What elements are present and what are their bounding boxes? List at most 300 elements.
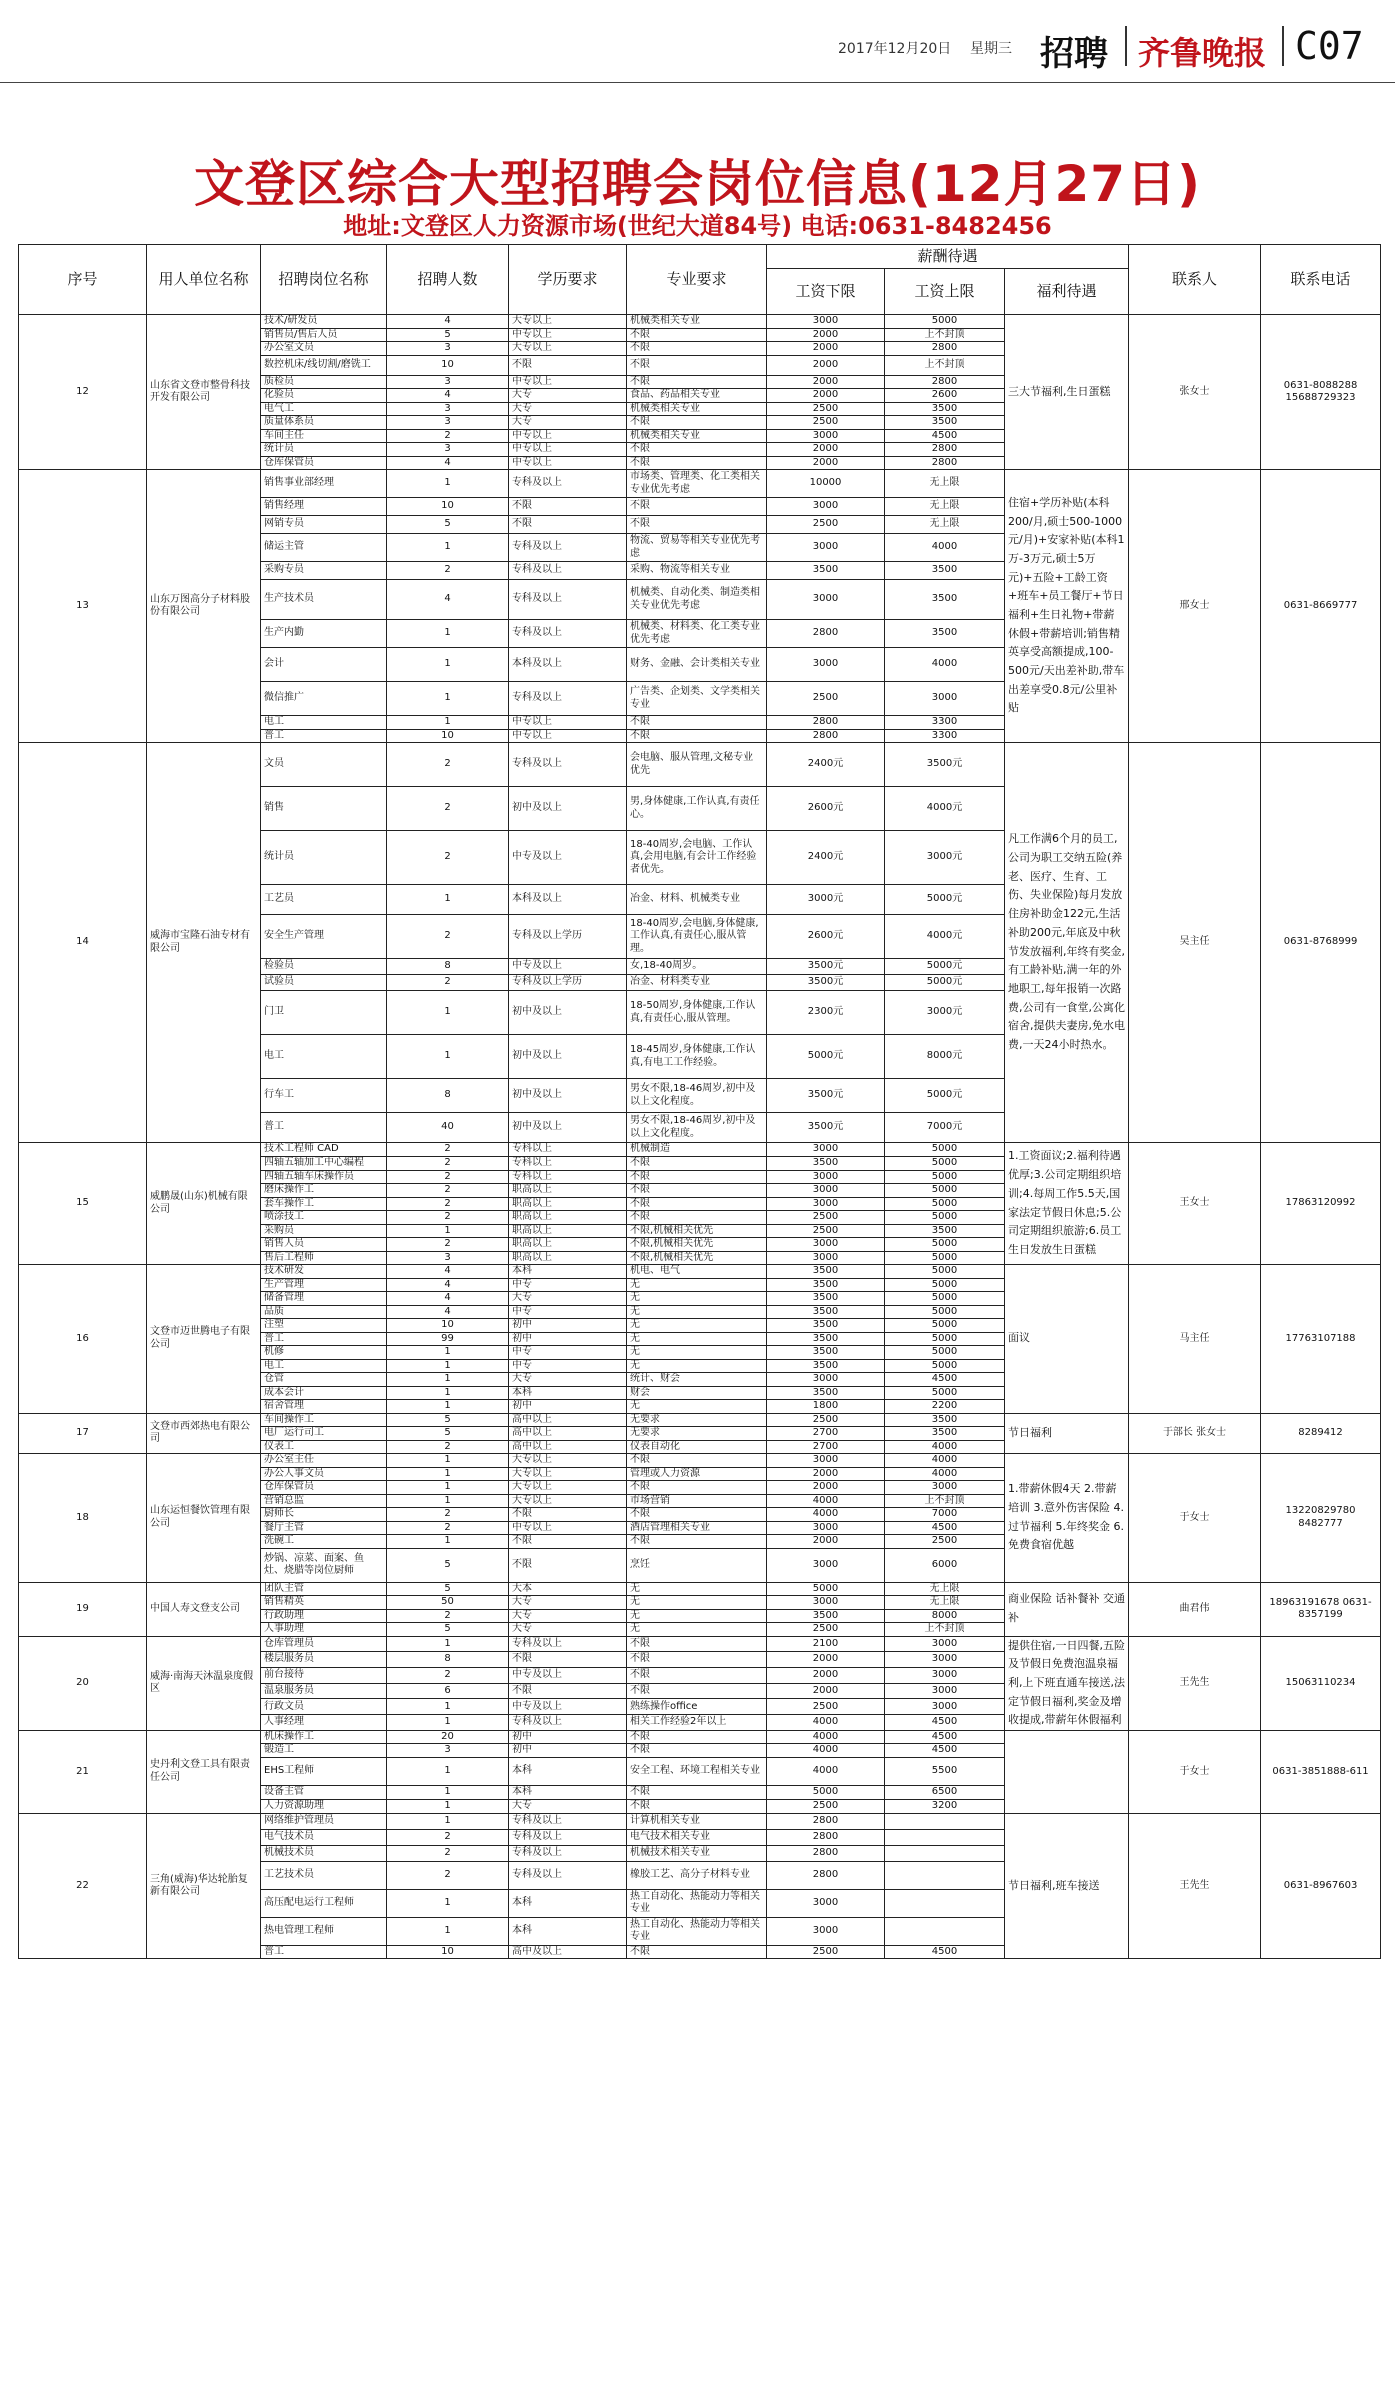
edu-cell: 中专以上: [509, 375, 627, 389]
salary-high-cell: 3500: [885, 620, 1005, 648]
salary-high-cell: 无上限: [885, 498, 1005, 516]
salary-low-cell: 3000: [767, 1197, 885, 1211]
salary-high-cell: 5000: [885, 1211, 1005, 1225]
major-cell: 不限: [627, 1197, 767, 1211]
position-cell: 办公室主任: [261, 1454, 387, 1468]
count-cell: 2: [387, 1211, 509, 1225]
count-cell: 2: [387, 787, 509, 831]
salary-low-cell: 2800: [767, 716, 885, 730]
salary-low-cell: 2500: [767, 1224, 885, 1238]
position-cell: 生产管理: [261, 1278, 387, 1292]
position-cell: 文员: [261, 743, 387, 787]
position-cell: 宿舍管理: [261, 1400, 387, 1414]
position-cell: 仪表工: [261, 1440, 387, 1454]
company-cell: 山东万图高分子材料股份有限公司: [147, 470, 261, 743]
position-cell: 车间主任: [261, 429, 387, 443]
seq-cell: 15: [19, 1143, 147, 1265]
major-cell: 无: [627, 1359, 767, 1373]
major-cell: 统计、财会: [627, 1373, 767, 1387]
salary-high-cell: 5000: [885, 1359, 1005, 1373]
salary-high-cell: 无上限: [885, 516, 1005, 534]
count-cell: 3: [387, 375, 509, 389]
salary-low-cell: 3500: [767, 1346, 885, 1360]
position-cell: 试验员: [261, 975, 387, 991]
major-cell: 电气技术相关专业: [627, 1829, 767, 1845]
edu-cell: 高中以上: [509, 1413, 627, 1427]
salary-high-cell: 7000元: [885, 1113, 1005, 1143]
salary-low-cell: 3000: [767, 1454, 885, 1468]
salary-high-cell: 5000: [885, 1238, 1005, 1252]
major-cell: 不限: [627, 1945, 767, 1959]
salary-low-cell: 3500元: [767, 1079, 885, 1113]
header-count: 招聘人数: [387, 245, 509, 315]
salary-high-cell: 无上限: [885, 1582, 1005, 1596]
contact-cell: 邢女士: [1129, 470, 1261, 743]
phone-cell: 17863120992: [1261, 1143, 1381, 1265]
count-cell: 2: [387, 1861, 509, 1889]
major-cell: 不限: [627, 1481, 767, 1495]
salary-low-cell: 3500: [767, 1609, 885, 1623]
salary-high-cell: 上不封顶: [885, 355, 1005, 375]
major-cell: 不限: [627, 516, 767, 534]
count-cell: 1: [387, 991, 509, 1035]
edu-cell: 大本: [509, 1582, 627, 1596]
edu-cell: 专科及以上学历: [509, 915, 627, 959]
major-cell: 18-50周岁,身体健康,工作认真,有责任心,服从管理。: [627, 991, 767, 1035]
salary-high-cell: 3500: [885, 580, 1005, 620]
salary-high-cell: 3000: [885, 1699, 1005, 1715]
position-cell: 温泉服务员: [261, 1683, 387, 1699]
position-cell: 仓库保管员: [261, 1481, 387, 1495]
position-cell: 销售: [261, 787, 387, 831]
count-cell: 3: [387, 342, 509, 356]
edu-cell: 中专: [509, 1278, 627, 1292]
salary-high-cell: 5000元: [885, 959, 1005, 975]
count-cell: 20: [387, 1730, 509, 1744]
header-major: 专业要求: [627, 245, 767, 315]
count-cell: 10: [387, 498, 509, 516]
edu-cell: 专科及以上: [509, 534, 627, 562]
edu-cell: 大专: [509, 1609, 627, 1623]
major-cell: 冶金、材料、机械类专业: [627, 885, 767, 915]
major-cell: 无: [627, 1346, 767, 1360]
welfare-cell: 提供住宿,一日四餐,五险及节假日免费泡温泉福利,上下班直通车接送,法定节假日福利,奖金及增收提成,带薪年休假福利: [1005, 1636, 1129, 1730]
edu-cell: 高中及以上: [509, 1945, 627, 1959]
salary-low-cell: 5000: [767, 1785, 885, 1799]
position-cell: EHS工程师: [261, 1757, 387, 1785]
edu-cell: 大专以上: [509, 1481, 627, 1495]
edu-cell: 不限: [509, 1548, 627, 1582]
edu-cell: 中专以上: [509, 456, 627, 470]
edu-cell: 职高以上: [509, 1184, 627, 1198]
salary-low-cell: 2500: [767, 1413, 885, 1427]
edu-cell: 职高以上: [509, 1197, 627, 1211]
position-cell: 设备主管: [261, 1785, 387, 1799]
edu-cell: 初中及以上: [509, 991, 627, 1035]
seq-cell: 18: [19, 1454, 147, 1583]
count-cell: 2: [387, 1440, 509, 1454]
salary-low-cell: 2800: [767, 1845, 885, 1861]
major-cell: 无: [627, 1332, 767, 1346]
salary-high-cell: 3000: [885, 1481, 1005, 1495]
salary-low-cell: 2000: [767, 342, 885, 356]
position-cell: 销售员/售后人员: [261, 328, 387, 342]
count-cell: 1: [387, 534, 509, 562]
salary-low-cell: 3500: [767, 562, 885, 580]
salary-high-cell: 5000: [885, 1319, 1005, 1333]
salary-high-cell: 5000: [885, 315, 1005, 329]
position-cell: 品质: [261, 1305, 387, 1319]
count-cell: 2: [387, 1197, 509, 1211]
major-cell: 机械类、自动化类、制造类相关专业优先考虑: [627, 580, 767, 620]
header-seq: 序号: [19, 245, 147, 315]
count-cell: 1: [387, 1535, 509, 1549]
salary-low-cell: 4000: [767, 1508, 885, 1522]
salary-low-cell: 4000: [767, 1744, 885, 1758]
major-cell: 不限: [627, 1683, 767, 1699]
major-cell: 市场类、管理类、化工类相关专业优先考虑: [627, 470, 767, 498]
position-cell: 机械技术员: [261, 1845, 387, 1861]
major-cell: 不限: [627, 1730, 767, 1744]
salary-low-cell: 2500: [767, 1623, 885, 1637]
welfare-cell: 1.带薪休假4天 2.带薪培训 3.意外伤害保险 4.过节福利 5.年终奖金 6.免费食宿优越: [1005, 1454, 1129, 1583]
salary-high-cell: 2800: [885, 342, 1005, 356]
salary-high-cell: 4500: [885, 1945, 1005, 1959]
salary-high-cell: 4500: [885, 1373, 1005, 1387]
count-cell: 1: [387, 1346, 509, 1360]
salary-high-cell: [885, 1845, 1005, 1861]
contact-cell: 于女士: [1129, 1454, 1261, 1583]
count-cell: 1: [387, 1224, 509, 1238]
position-cell: 人力资源助理: [261, 1799, 387, 1813]
salary-low-cell: 2000: [767, 355, 885, 375]
count-cell: 4: [387, 1292, 509, 1306]
seq-cell: 21: [19, 1730, 147, 1813]
edu-cell: 职高以上: [509, 1211, 627, 1225]
welfare-cell: 商业保险 话补餐补 交通补: [1005, 1582, 1129, 1636]
position-cell: 质检员: [261, 375, 387, 389]
edu-cell: 初中: [509, 1319, 627, 1333]
welfare-cell: 面议: [1005, 1265, 1129, 1414]
welfare-cell: 节日福利: [1005, 1413, 1129, 1454]
count-cell: 1: [387, 1813, 509, 1829]
edu-cell: 中专以上: [509, 1521, 627, 1535]
count-cell: 2: [387, 1238, 509, 1252]
company-cell: 山东省文登市整骨科技开发有限公司: [147, 315, 261, 470]
edu-cell: 初中及以上: [509, 1079, 627, 1113]
company-cell: 文登市西郊热电有限公司: [147, 1413, 261, 1454]
major-cell: 不限: [627, 1667, 767, 1683]
salary-low-cell: 3000: [767, 315, 885, 329]
edu-cell: 中专以上: [509, 443, 627, 457]
major-cell: 熟练操作office: [627, 1699, 767, 1715]
count-cell: 2: [387, 1667, 509, 1683]
edu-cell: 专科及以上学历: [509, 975, 627, 991]
seq-cell: 20: [19, 1636, 147, 1730]
major-cell: 无: [627, 1292, 767, 1306]
position-cell: 工艺技术员: [261, 1861, 387, 1889]
major-cell: 不限: [627, 1535, 767, 1549]
edu-cell: 初中: [509, 1744, 627, 1758]
count-cell: 5: [387, 1623, 509, 1637]
salary-high-cell: 4000: [885, 534, 1005, 562]
major-cell: 不限: [627, 1157, 767, 1171]
edu-cell: 不限: [509, 1652, 627, 1668]
salary-high-cell: 3500: [885, 1224, 1005, 1238]
edu-cell: 中专及以上: [509, 1699, 627, 1715]
salary-low-cell: 10000: [767, 470, 885, 498]
count-cell: 2: [387, 1170, 509, 1184]
masthead-rule: [0, 82, 1395, 83]
position-cell: 人事经理: [261, 1715, 387, 1731]
position-cell: 技术研发: [261, 1265, 387, 1279]
company-cell: 文登市迈世腾电子有限公司: [147, 1265, 261, 1414]
salary-low-cell: 5000元: [767, 1035, 885, 1079]
position-cell: 统计员: [261, 443, 387, 457]
edu-cell: 不限: [509, 1683, 627, 1699]
salary-low-cell: 2000: [767, 375, 885, 389]
company-cell: 山东运恒餐饮管理有限公司: [147, 1454, 261, 1583]
position-cell: 高压配电运行工程师: [261, 1889, 387, 1917]
major-cell: 机械类、材料类、化工类专业优先考虑: [627, 620, 767, 648]
salary-high-cell: 8000: [885, 1609, 1005, 1623]
contact-cell: 于部长 张女士: [1129, 1413, 1261, 1454]
phone-cell: 0631-8967603: [1261, 1813, 1381, 1959]
position-cell: 机修: [261, 1346, 387, 1360]
edu-cell: 大专: [509, 416, 627, 430]
edu-cell: 职高以上: [509, 1251, 627, 1265]
count-cell: 8: [387, 959, 509, 975]
salary-low-cell: 3000: [767, 1373, 885, 1387]
position-cell: 生产技术员: [261, 580, 387, 620]
edu-cell: 专科及以上: [509, 743, 627, 787]
salary-low-cell: 3000: [767, 1889, 885, 1917]
count-cell: 8: [387, 1652, 509, 1668]
major-cell: 机械技术相关专业: [627, 1845, 767, 1861]
major-cell: 无: [627, 1609, 767, 1623]
position-cell: 电工: [261, 1359, 387, 1373]
count-cell: 3: [387, 416, 509, 430]
salary-high-cell: 2200: [885, 1400, 1005, 1414]
salary-high-cell: 7000: [885, 1508, 1005, 1522]
edu-cell: 专科及以上: [509, 1636, 627, 1652]
major-cell: 机械类相关专业: [627, 429, 767, 443]
major-cell: 男,身体健康,工作认真,有责任心。: [627, 787, 767, 831]
salary-high-cell: [885, 1889, 1005, 1917]
masthead-divider: [1125, 26, 1127, 66]
major-cell: 财会: [627, 1386, 767, 1400]
salary-high-cell: 5000: [885, 1278, 1005, 1292]
count-cell: 5: [387, 1413, 509, 1427]
count-cell: 6: [387, 1683, 509, 1699]
salary-high-cell: 无上限: [885, 1596, 1005, 1610]
edu-cell: 专科及以上: [509, 682, 627, 716]
position-cell: 销售事业部经理: [261, 470, 387, 498]
salary-low-cell: 2600元: [767, 915, 885, 959]
edu-cell: 中专: [509, 1359, 627, 1373]
position-cell: 厨师长: [261, 1508, 387, 1522]
salary-low-cell: 2700: [767, 1427, 885, 1441]
count-cell: 1: [387, 716, 509, 730]
masthead-date: 2017年12月20日: [838, 41, 952, 57]
edu-cell: 专科以上: [509, 1170, 627, 1184]
salary-high-cell: 3000: [885, 1683, 1005, 1699]
position-cell: 质量体系员: [261, 416, 387, 430]
salary-high-cell: 3500: [885, 402, 1005, 416]
salary-high-cell: 4500: [885, 1715, 1005, 1731]
major-cell: 不限: [627, 1454, 767, 1468]
count-cell: 3: [387, 1744, 509, 1758]
edu-cell: 大专: [509, 1292, 627, 1306]
edu-cell: 本科: [509, 1785, 627, 1799]
salary-high-cell: 6500: [885, 1785, 1005, 1799]
salary-high-cell: 无上限: [885, 470, 1005, 498]
position-cell: 机床操作工: [261, 1730, 387, 1744]
salary-high-cell: 5000: [885, 1292, 1005, 1306]
edu-cell: 大专以上: [509, 1467, 627, 1481]
masthead-section: 招聘: [1040, 34, 1108, 74]
header-company: 用人单位名称: [147, 245, 261, 315]
position-cell: 工艺员: [261, 885, 387, 915]
major-cell: 不限: [627, 1636, 767, 1652]
count-cell: 99: [387, 1332, 509, 1346]
position-cell: 普工: [261, 1332, 387, 1346]
position-cell: 洗碗工: [261, 1535, 387, 1549]
welfare-cell: [1005, 1730, 1129, 1813]
position-cell: 前台接待: [261, 1667, 387, 1683]
major-cell: 18-40周岁,会电脑、工作认真,会用电脑,有会计工作经验者优先。: [627, 831, 767, 885]
major-cell: 不限: [627, 1652, 767, 1668]
salary-low-cell: 4000: [767, 1730, 885, 1744]
position-cell: 电工: [261, 716, 387, 730]
edu-cell: 职高以上: [509, 1224, 627, 1238]
salary-high-cell: 3000: [885, 1667, 1005, 1683]
salary-high-cell: 2800: [885, 456, 1005, 470]
count-cell: 2: [387, 562, 509, 580]
major-cell: 男女不限,18-46周岁,初中及以上文化程度。: [627, 1079, 767, 1113]
major-cell: 广告类、企划类、文学类相关专业: [627, 682, 767, 716]
salary-high-cell: 3500元: [885, 743, 1005, 787]
salary-low-cell: 2000: [767, 456, 885, 470]
edu-cell: 本科: [509, 1265, 627, 1279]
major-cell: 不限: [627, 1785, 767, 1799]
salary-low-cell: 3000: [767, 1143, 885, 1157]
major-cell: 18-40周岁,会电脑,身体健康,工作认真,有责任心,服从管理。: [627, 915, 767, 959]
salary-low-cell: 2500: [767, 1799, 885, 1813]
salary-high-cell: 3500: [885, 1427, 1005, 1441]
salary-low-cell: 3000: [767, 1184, 885, 1198]
position-cell: 行政助理: [261, 1609, 387, 1623]
salary-high-cell: 上不封顶: [885, 1494, 1005, 1508]
salary-high-cell: 4000: [885, 1467, 1005, 1481]
salary-low-cell: 2600元: [767, 787, 885, 831]
count-cell: 4: [387, 315, 509, 329]
major-cell: 不限: [627, 1170, 767, 1184]
contact-cell: 马主任: [1129, 1265, 1261, 1414]
salary-high-cell: 5000: [885, 1184, 1005, 1198]
salary-low-cell: 4000: [767, 1715, 885, 1731]
seq-cell: 19: [19, 1582, 147, 1636]
edu-cell: 初中: [509, 1730, 627, 1744]
edu-cell: 初中及以上: [509, 787, 627, 831]
count-cell: 2: [387, 975, 509, 991]
edu-cell: 大专: [509, 402, 627, 416]
position-cell: 数控机床/线切割/磨铣工: [261, 355, 387, 375]
edu-cell: 中专以上: [509, 729, 627, 743]
major-cell: 无要求: [627, 1413, 767, 1427]
position-cell: 销售精英: [261, 1596, 387, 1610]
salary-low-cell: 2400元: [767, 743, 885, 787]
count-cell: 1: [387, 1481, 509, 1495]
count-cell: 1: [387, 1359, 509, 1373]
position-cell: 采购员: [261, 1224, 387, 1238]
edu-cell: 大专以上: [509, 1454, 627, 1468]
salary-high-cell: [885, 1829, 1005, 1845]
major-cell: 冶金、材料类专业: [627, 975, 767, 991]
edu-cell: 本科: [509, 1917, 627, 1945]
masthead-divider: [1282, 26, 1284, 66]
edu-cell: 中专以上: [509, 429, 627, 443]
edu-cell: 不限: [509, 498, 627, 516]
count-cell: 1: [387, 1636, 509, 1652]
phone-cell: 18963191678 0631-8357199: [1261, 1582, 1381, 1636]
position-cell: 办公人事文员: [261, 1467, 387, 1481]
salary-high-cell: 3300: [885, 729, 1005, 743]
table-row: [19, 1454, 1381, 1468]
count-cell: 4: [387, 1305, 509, 1319]
salary-low-cell: 2800: [767, 1861, 885, 1889]
count-cell: 2: [387, 831, 509, 885]
edu-cell: 中专及以上: [509, 831, 627, 885]
major-cell: 不限: [627, 443, 767, 457]
salary-high-cell: 5000: [885, 1143, 1005, 1157]
phone-cell: 0631-8669777: [1261, 470, 1381, 743]
edu-cell: 初中: [509, 1332, 627, 1346]
header-edu: 学历要求: [509, 245, 627, 315]
count-cell: 10: [387, 729, 509, 743]
salary-high-cell: 3000: [885, 1652, 1005, 1668]
salary-low-cell: 3000: [767, 429, 885, 443]
salary-low-cell: 3000: [767, 534, 885, 562]
salary-high-cell: 4000: [885, 1440, 1005, 1454]
count-cell: 4: [387, 580, 509, 620]
count-cell: 1: [387, 1386, 509, 1400]
edu-cell: 专科及以上: [509, 1845, 627, 1861]
count-cell: 2: [387, 1609, 509, 1623]
count-cell: 1: [387, 885, 509, 915]
salary-low-cell: 3000: [767, 648, 885, 682]
salary-high-cell: 5000: [885, 1386, 1005, 1400]
page-title: 文登区综合大型招聘会岗位信息(12月27日): [194, 155, 1201, 213]
count-cell: 1: [387, 470, 509, 498]
position-cell: 电厂运行司工: [261, 1427, 387, 1441]
count-cell: 4: [387, 456, 509, 470]
salary-low-cell: 5000: [767, 1582, 885, 1596]
table-row: [19, 1143, 1381, 1157]
major-cell: 不限: [627, 1508, 767, 1522]
count-cell: 2: [387, 1143, 509, 1157]
edu-cell: 中专以上: [509, 328, 627, 342]
edu-cell: 初中及以上: [509, 1113, 627, 1143]
position-cell: 四轴五轴车床操作员: [261, 1170, 387, 1184]
count-cell: 2: [387, 743, 509, 787]
position-cell: 电气技术员: [261, 1829, 387, 1845]
salary-high-cell: 5000: [885, 1346, 1005, 1360]
phone-cell: 13220829780 8482777: [1261, 1454, 1381, 1583]
count-cell: 3: [387, 443, 509, 457]
major-cell: 男女不限,18-46周岁,初中及以上文化程度。: [627, 1113, 767, 1143]
major-cell: 不限: [627, 716, 767, 730]
